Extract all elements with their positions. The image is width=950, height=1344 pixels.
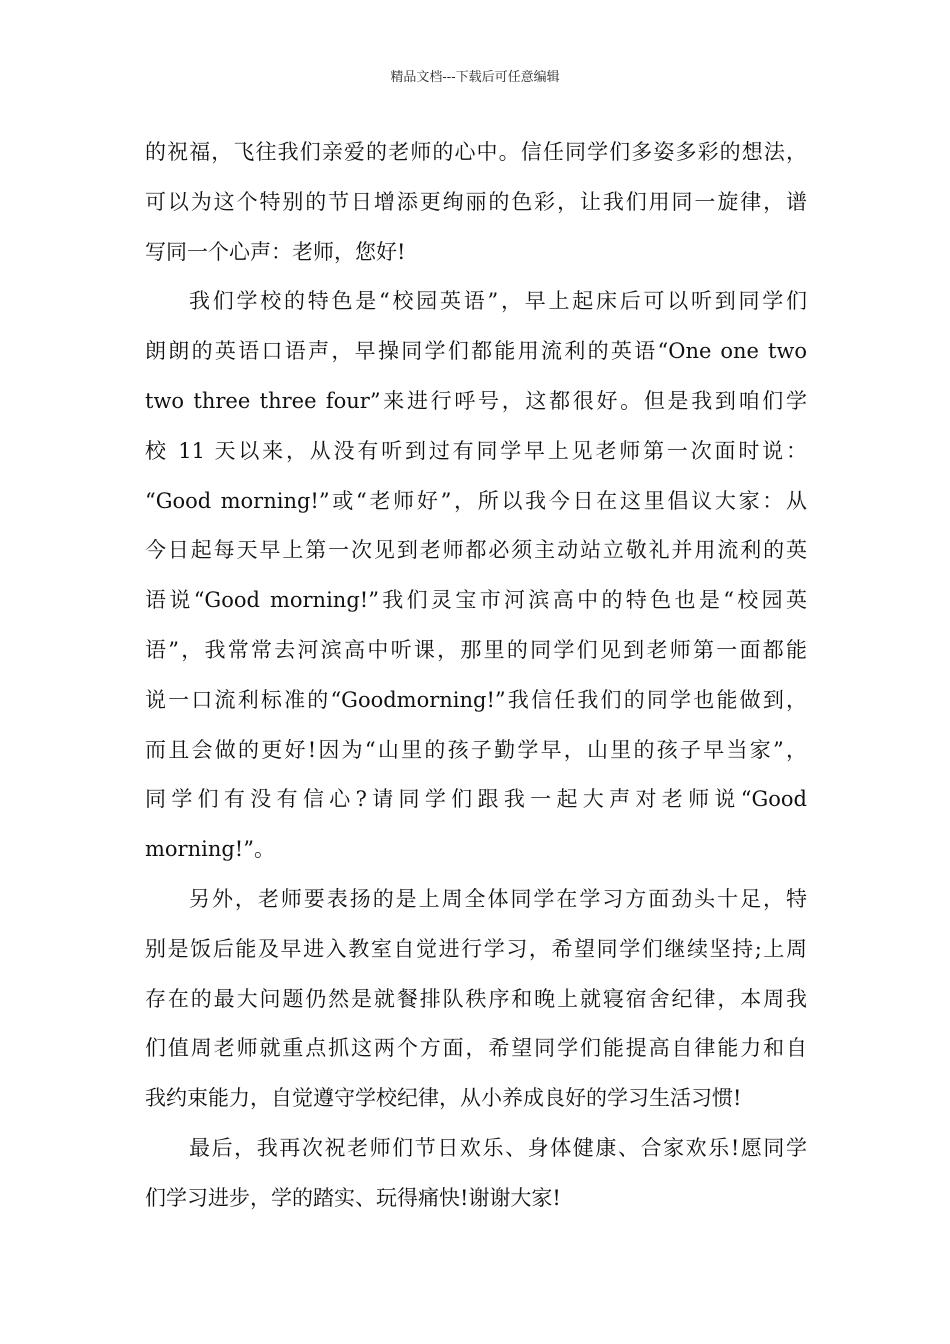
text-line: 们学习进步，学的踏实、玩得痛快!谢谢大家! (145, 1185, 561, 1210)
text-line: 另外，老师要表扬的是上周全体同学在学习方面劲头十足，特 (189, 886, 807, 911)
document-body (145, 128, 807, 1224)
paragraph (145, 277, 807, 875)
text-line: 存在的最大问题仍然是就餐排队秩序和晚上就寝宿舍纪律，本周我 (145, 986, 807, 1011)
text-line: 语说“Good morning!”我们灵宝市河滨高中的特色也是“校园英 (145, 588, 807, 613)
text-line: 我们学校的特色是“校园英语”，早上起床后可以听到同学们 (189, 289, 807, 314)
text-line: morning!”。 (145, 837, 275, 862)
paragraph (145, 875, 807, 1124)
text-line: 语”，我常常去河滨高中听课，那里的同学们见到老师第一面都能 (145, 637, 807, 662)
text-line: 我约束能力，自觉遵守学校纪律，从小养成良好的学习生活习惯! (145, 1086, 742, 1111)
text-line: 今日起每天早上第一次见到老师都必须主动站立敬礼并用流利的英 (145, 538, 807, 563)
text-line: 写同一个心声：老师，您好! (145, 239, 406, 264)
text-line: 的祝福，飞往我们亲爱的老师的心中。信任同学们多姿多彩的想法， (145, 140, 807, 164)
paragraph (145, 128, 807, 277)
text-line: 而且会做的更好!因为“山里的孩子勤学早，山里的孩子早当家”， (145, 737, 807, 762)
text-line: 别是饭后能及早进入教室自觉进行学习，希望同学们继续坚持;上周 (145, 936, 807, 961)
page-header: 精品文档---下载后可任意编辑 (390, 70, 560, 85)
text-line: 最后，我再次祝老师们节日欢乐、身体健康、合家欢乐!愿同学 (189, 1135, 807, 1160)
text-line: 朗朗的英语口语声，早操同学们都能用流利的英语“One one two (145, 339, 807, 364)
text-line: 们值周老师就重点抓这两个方面，希望同学们能提高自律能力和自 (145, 1036, 807, 1061)
text-line: 同学们有没有信心?请同学们跟我一起大声对老师说“Good (145, 787, 807, 812)
text-line: 说一口流利标准的“Goodmorning!”我信任我们的同学也能做到， (145, 687, 807, 712)
text-line: 校 11 天以来，从没有听到过有同学早上见老师第一次面时说： (145, 438, 807, 463)
text-line: “Good morning!”或“老师好”，所以我今日在这里倡议大家：从 (145, 488, 807, 513)
text-line: two three three four”来进行呼号，这都很好。但是我到咱们学 (145, 388, 807, 413)
text-line: 可以为这个特别的节日增添更绚丽的色彩，让我们用同一旋律，谱 (145, 189, 807, 214)
paragraph (145, 1124, 807, 1224)
